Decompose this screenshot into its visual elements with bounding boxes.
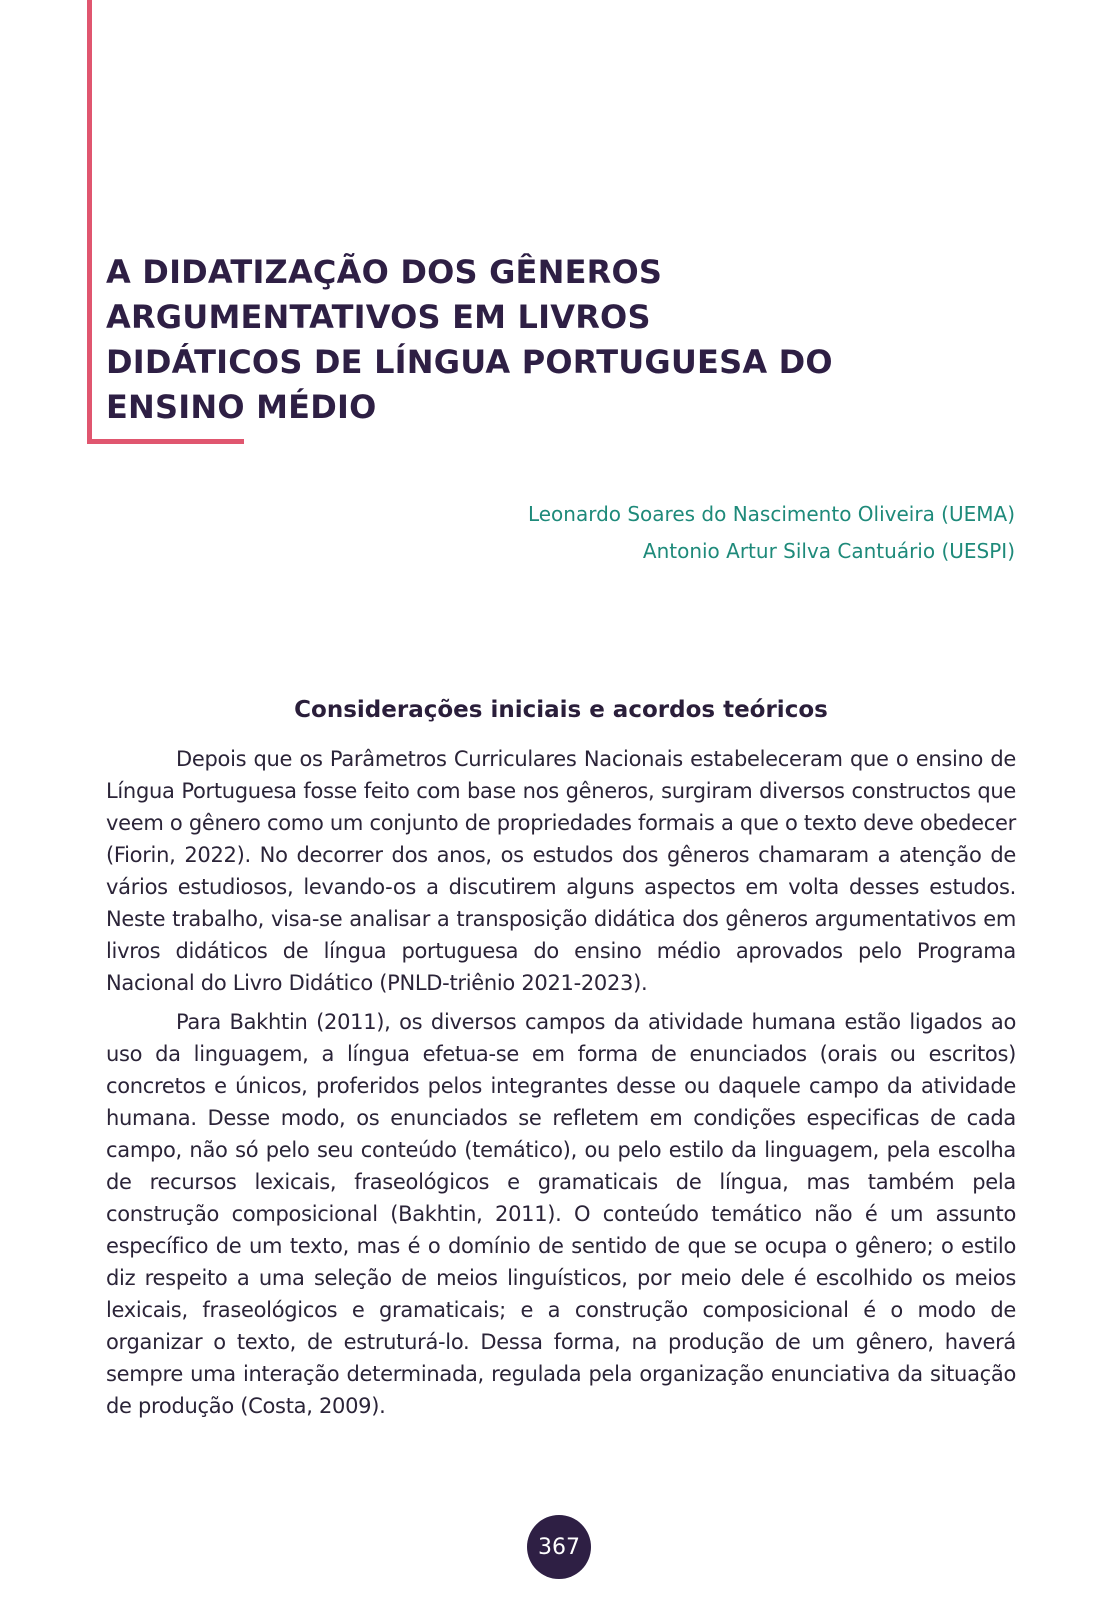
accent-bar-horizontal — [87, 439, 244, 444]
accent-bar-vertical — [87, 0, 92, 444]
chapter-title-line: DIDÁTICOS DE LÍNGUA PORTUGUESA DO — [106, 343, 833, 381]
chapter-title-line: A DIDATIZAÇÃO DOS GÊNEROS — [106, 253, 663, 291]
page-number-badge — [527, 1515, 591, 1579]
author-name: Antonio Artur Silva Cantuário (UESPI) — [642, 539, 1015, 563]
body-paragraph: Depois que os Parâmetros Curriculares Nacionais estabeleceram que o ensino de Língua Portuguesa fosse feito com base nos gêneros, surgiram diversos constructos que veem o gênero como um conjunto de propriedades formais a que o texto deve obedecer (Fiorin, 2022). No decorrer dos anos, os estudos dos gêneros chamaram a atenção de vários estudiosos, levando-os a discutirem alguns aspectos em volta desses estudos. Neste trabalho, visa-se analisar a transposição didática dos gêneros argumentativos em livros didáticos de língua portuguesa do ensino médio aprovados pelo Programa Nacional do Livro Didático (PNLD-triênio 2021-2023). — [106, 747, 1016, 995]
chapter-title-line: ARGUMENTATIVOS EM LIVROS — [106, 298, 651, 336]
chapter-title-line: ENSINO MÉDIO — [106, 388, 377, 426]
author-name: Leonardo Soares do Nascimento Oliveira (UEMA) — [527, 502, 1015, 526]
author-list — [528, 496, 1015, 570]
section-heading: Considerações iniciais e acordos teóricos — [294, 697, 828, 723]
body-paragraph: Para Bakhtin (2011), os diversos campos da atividade humana estão ligados ao uso da linguagem, a língua efetua-se em forma de enunciados (orais ou escritos) concretos e únicos, proferidos pelos integrantes desse ou daquele campo da atividade humana. Desse modo, os enunciados se refletem em condições especificas de cada campo, não só pelo seu conteúdo (temático), ou pelo estilo da linguagem, pela escolha de recursos lexicais, fraseológicos e gramaticais de língua, mas também pela construção composicional (Bakhtin, 2011). O conteúdo temático não é um assunto específico de um texto, mas é o domínio de sentido de que se ocupa o gênero; o estilo diz respeito a uma seleção de meios linguísticos, por meio dele é escolhido os meios lexicais, fraseológicos e gramaticais; e a construção composicional é o modo de organizar o texto, de estruturá-lo. Dessa forma, na produção de um gênero, haverá sempre uma interação determinada, regulada pela organização enunciativa da situação de produção (Costa, 2009). — [106, 1010, 1016, 1418]
page-number: 367 — [538, 1534, 580, 1560]
chapter-title — [106, 250, 906, 430]
body-text — [106, 743, 1016, 1429]
